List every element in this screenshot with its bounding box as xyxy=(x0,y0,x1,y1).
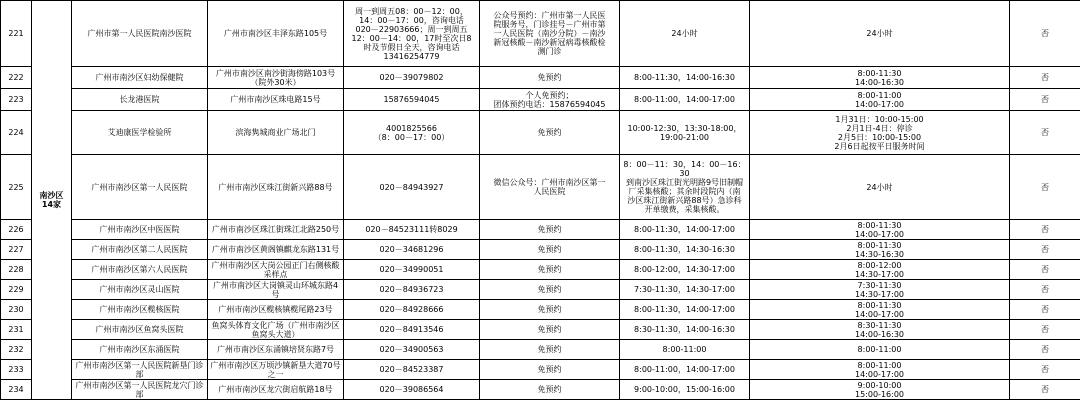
hours-contact-cell xyxy=(344,111,480,155)
hours-contact-line: 020－84523387 xyxy=(379,365,444,374)
flag-cell: 否 xyxy=(1010,67,1080,89)
booking-cell xyxy=(480,1,620,67)
sampling-time-line: 8:00-12:00，14:30-17:00 xyxy=(634,265,735,274)
report-time-line: 14:00-16:30 xyxy=(855,77,904,87)
sampling-time-cell xyxy=(620,260,750,280)
hours-contact-cell xyxy=(344,220,480,240)
address-cell: 广州市南沙区龙穴街启航路18号 xyxy=(208,380,344,400)
booking-cell xyxy=(480,111,620,155)
hours-contact-line: 周一到周五08：00－12：00， xyxy=(355,6,468,16)
flag-cell: 否 xyxy=(1010,320,1080,340)
address-cell: 广州市南沙区万顷沙镇新垦大道70号之一 xyxy=(208,360,344,380)
booking-line: 微信公众号：广州市南沙区第一 xyxy=(493,178,606,187)
report-time-line: 9:00-10:00 xyxy=(857,380,902,390)
report-time-line: 8:00-11:30 xyxy=(857,220,902,230)
booking-line: 院服务号，门诊挂号－广州市第 xyxy=(493,20,606,29)
report-time-cell xyxy=(750,1,1010,67)
booking-line: 个人免预约； xyxy=(525,90,574,100)
row-number-cell: 225 xyxy=(1,155,32,220)
hours-contact-cell xyxy=(344,280,480,300)
booking-line: 一人民医院（南沙分院）－南沙 xyxy=(493,29,606,38)
report-time-line: 8:00-11:00 xyxy=(857,90,902,100)
district-count: 14家 xyxy=(41,200,62,209)
row-number-cell: 228 xyxy=(1,260,32,280)
flag-cell: 否 xyxy=(1010,111,1080,155)
hours-contact-line: 020－34990051 xyxy=(379,265,444,274)
row-number-cell: 229 xyxy=(1,280,32,300)
report-time-line: 24小时 xyxy=(866,29,893,38)
row-number-cell: 221 xyxy=(1,1,32,67)
hospital-name-cell: 广州市南沙区东涌医院 xyxy=(72,340,208,360)
hours-contact-line: 020－34900563 xyxy=(379,345,444,354)
table-row xyxy=(1,1,1080,67)
booking-cell xyxy=(480,67,620,89)
hours-contact-line: 15876594045 xyxy=(383,95,440,104)
address-cell: 滨海隽城商业广场北门 xyxy=(208,111,344,155)
sampling-time-line: 到南沙区珠江街光明路9号旧制帽 xyxy=(625,178,744,187)
table-row xyxy=(1,89,1080,111)
sampling-time-cell xyxy=(620,380,750,400)
hours-contact-line: 时及节假日全天，咨询电话 xyxy=(363,42,460,52)
hours-contact-cell xyxy=(344,380,480,400)
hours-contact-line: （8：00－17：00） xyxy=(373,132,450,142)
booking-cell xyxy=(480,380,620,400)
hours-contact-line: 12：00－14：00，17时至次日8 xyxy=(351,33,472,43)
sampling-time-line: 8：00－11：30，14：00－16：30 xyxy=(623,160,746,178)
sampling-time-line: 8:00-11:30，14:00-17:00 xyxy=(634,305,735,314)
table-row xyxy=(1,300,1080,320)
hours-contact-cell xyxy=(344,155,480,220)
booking-line: 免预约 xyxy=(537,285,562,294)
row-number-cell: 232 xyxy=(1,340,32,360)
hospital-name-cell: 长龙港医院 xyxy=(72,89,208,111)
report-time-line: 8:00-11:30 xyxy=(857,240,902,250)
address-cell: 广州市南沙区珠江街新兴路88号 xyxy=(208,155,344,220)
booking-cell xyxy=(480,360,620,380)
sampling-time-cell xyxy=(620,1,750,67)
booking-cell xyxy=(480,260,620,280)
report-time-line: 7:30-11:30 xyxy=(857,280,902,290)
report-time-line: 14:30-17:00 xyxy=(855,269,904,279)
address-cell: 鱼窝头体育文化广场（广州市南沙区鱼窝头大道） xyxy=(208,320,344,340)
table-row xyxy=(1,220,1080,240)
hours-contact-cell xyxy=(344,320,480,340)
hours-contact-line: 020－84913546 xyxy=(379,325,444,334)
hospital-name-cell: 广州市南沙区第一人民医院新垦门诊部 xyxy=(72,360,208,380)
address-cell: 广州市南沙区黄阁镇麒龙东路131号 xyxy=(208,240,344,260)
report-time-line: 2月6日起按平日服务时间 xyxy=(834,141,925,151)
sampling-time-line: 8:00-11:00 xyxy=(662,345,707,354)
hours-contact-cell xyxy=(344,67,480,89)
hospital-name-cell: 广州市南沙区灵山医院 xyxy=(72,280,208,300)
booking-cell xyxy=(480,220,620,240)
sampling-time-line: 10:00-12:30，13:30-18:00， xyxy=(627,123,742,133)
flag-cell: 否 xyxy=(1010,340,1080,360)
flag-cell: 否 xyxy=(1010,380,1080,400)
report-time-cell xyxy=(750,220,1010,240)
report-time-line: 14:30-16:30 xyxy=(855,249,904,259)
flag-cell: 否 xyxy=(1010,1,1080,67)
report-time-line: 8:00-12:00 xyxy=(857,260,902,270)
report-time-line: 24小时 xyxy=(866,182,893,192)
row-number-cell: 223 xyxy=(1,89,32,111)
hours-contact-line: 020－84943927 xyxy=(379,182,444,192)
report-time-cell xyxy=(750,155,1010,220)
row-number-cell: 226 xyxy=(1,220,32,240)
booking-line: 免预约 xyxy=(537,365,562,374)
sampling-time-line: 7:30-11:30，14:30-17:00 xyxy=(634,285,735,294)
sampling-time-line: 8:00-11:30，14:00-17:00 xyxy=(634,225,735,234)
report-time-line: 1月31日：10:00-15:00 xyxy=(835,114,924,124)
row-number-cell: 233 xyxy=(1,360,32,380)
report-time-line: 14:00-17:00 xyxy=(855,369,904,379)
table-row xyxy=(1,340,1080,360)
row-number-cell: 234 xyxy=(1,380,32,400)
hospital-name-cell: 广州市南沙区榄核医院 xyxy=(72,300,208,320)
table-row xyxy=(1,280,1080,300)
hospital-name-cell: 广州市南沙区中医医院 xyxy=(72,220,208,240)
report-time-line: 15:00-16:00 xyxy=(855,389,904,399)
sampling-time-line: 24小时 xyxy=(671,29,698,38)
hours-contact-line: 4001825566 xyxy=(386,123,437,133)
sampling-time-line: 厂采集核酸；其余时段院内（南 xyxy=(628,187,741,196)
row-number-cell: 224 xyxy=(1,111,32,155)
sampling-time-line: 8:00-11:30，14:00-16:30 xyxy=(634,73,735,82)
sampling-time-line: 沙区珠江街新兴路88号）急诊科 xyxy=(627,196,742,205)
hours-contact-line: 020－34681296 xyxy=(379,245,444,254)
table-row xyxy=(1,155,1080,220)
report-time-line: 14:30-17:00 xyxy=(855,289,904,299)
flag-cell: 否 xyxy=(1010,260,1080,280)
sampling-time-cell xyxy=(620,320,750,340)
hours-contact-line: 020－22903666；周一到周五 xyxy=(355,24,468,34)
report-time-line: 2月5日：10:00-15:00 xyxy=(837,132,922,142)
sampling-time-cell xyxy=(620,300,750,320)
booking-line: 免预约 xyxy=(537,245,562,254)
booking-cell xyxy=(480,155,620,220)
sampling-time-cell xyxy=(620,220,750,240)
table-row xyxy=(1,320,1080,340)
report-time-cell xyxy=(750,67,1010,89)
report-time-line: 2月1日-4日：停诊 xyxy=(846,123,913,133)
booking-line: 公众号预约：广州市第一人民医 xyxy=(493,11,606,20)
hours-contact-cell xyxy=(344,240,480,260)
booking-line: 免预约 xyxy=(537,305,562,314)
sampling-time-cell xyxy=(620,111,750,155)
booking-line: 免预约 xyxy=(537,325,562,334)
table-body xyxy=(1,1,1080,400)
booking-line: 免预约 xyxy=(537,385,562,394)
hours-contact-line: 14：00－17：00，咨询电话 xyxy=(359,15,464,25)
report-time-cell xyxy=(750,380,1010,400)
report-time-line: 14:00-16:30 xyxy=(855,329,904,339)
hours-contact-cell xyxy=(344,340,480,360)
table-row xyxy=(1,240,1080,260)
report-time-line: 8:00-11:00 xyxy=(857,345,902,354)
address-cell: 广州市南沙区大岗公园正门右侧核酸采样点 xyxy=(208,260,344,280)
table-row xyxy=(1,360,1080,380)
address-cell: 广州市南沙区南沙街海傍路103号（院外30米） xyxy=(208,67,344,89)
hours-contact-cell xyxy=(344,89,480,111)
hours-contact-cell xyxy=(344,1,480,67)
sampling-time-cell xyxy=(620,340,750,360)
report-time-cell xyxy=(750,320,1010,340)
row-number-cell: 222 xyxy=(1,67,32,89)
row-number-cell: 231 xyxy=(1,320,32,340)
district-cell xyxy=(32,1,72,400)
sampling-time-cell xyxy=(620,360,750,380)
sampling-time-cell xyxy=(620,280,750,300)
table-row xyxy=(1,111,1080,155)
address-cell: 广州市南沙区丰泽东路105号 xyxy=(208,1,344,67)
report-time-cell xyxy=(750,340,1010,360)
report-time-line: 8:00-11:30 xyxy=(857,300,902,310)
report-time-cell xyxy=(750,260,1010,280)
sampling-time-line: 8:00-11:00，14:00-17:00 xyxy=(634,95,735,104)
table-row xyxy=(1,67,1080,89)
table-row xyxy=(1,380,1080,400)
flag-cell: 否 xyxy=(1010,240,1080,260)
booking-line: 人民医院 xyxy=(533,187,566,196)
sampling-time-line: 8:30-11:30，14:00-16:30 xyxy=(634,325,735,334)
address-cell: 广州市南沙区珠江街珠江北路250号 xyxy=(208,220,344,240)
booking-cell xyxy=(480,320,620,340)
booking-cell xyxy=(480,340,620,360)
booking-cell xyxy=(480,300,620,320)
hospital-name-cell: 广州市南沙区第一人民医院龙穴门诊部 xyxy=(72,380,208,400)
hospital-name-cell: 广州市南沙区第二人民医院 xyxy=(72,240,208,260)
hours-contact-line: 020－84936723 xyxy=(379,285,444,294)
report-time-line: 8:00-11:30 xyxy=(857,68,902,78)
address-cell: 广州市南沙区榄核镇榄尾路23号 xyxy=(208,300,344,320)
report-time-cell xyxy=(750,111,1010,155)
hours-contact-line: 020－84928666 xyxy=(379,305,444,314)
flag-cell: 否 xyxy=(1010,280,1080,300)
table-row xyxy=(1,260,1080,280)
booking-line: 新冠核酸－南沙新冠病毒核酸检 xyxy=(493,38,606,47)
row-number-cell: 227 xyxy=(1,240,32,260)
sampling-time-line: 9:00-10:00，15:00-16:00 xyxy=(634,385,735,394)
report-time-cell xyxy=(750,89,1010,111)
booking-line: 免预约 xyxy=(537,345,562,354)
booking-line: 免预约 xyxy=(537,73,562,82)
hours-contact-line: 13416254779 xyxy=(383,51,440,61)
report-time-line: 8:00-11:00 xyxy=(857,360,902,370)
booking-line: 免预约 xyxy=(537,265,562,274)
report-time-line: 14:00-17:00 xyxy=(855,309,904,319)
hospital-name-cell: 广州市第一人民医院南沙医院 xyxy=(72,1,208,67)
flag-cell: 否 xyxy=(1010,155,1080,220)
report-time-cell xyxy=(750,300,1010,320)
sampling-time-cell xyxy=(620,240,750,260)
hours-contact-cell xyxy=(344,260,480,280)
booking-line: 测门诊 xyxy=(537,47,562,56)
sampling-time-cell xyxy=(620,89,750,111)
flag-cell: 否 xyxy=(1010,220,1080,240)
sampling-time-cell xyxy=(620,67,750,89)
report-time-line: 14:00-17:00 xyxy=(855,99,904,109)
hours-contact-line: 020－39079802 xyxy=(379,73,444,82)
flag-cell: 否 xyxy=(1010,89,1080,111)
sampling-time-line: 19:00-21:00 xyxy=(660,132,709,142)
booking-cell xyxy=(480,240,620,260)
sampling-time-line: 8:00-11:00，14:00-17:00 xyxy=(634,365,735,374)
report-time-line: 8:30-11:30 xyxy=(857,320,902,330)
hours-contact-cell xyxy=(344,300,480,320)
hospital-name-cell: 广州市南沙区第一人民医院 xyxy=(72,155,208,220)
flag-cell: 否 xyxy=(1010,300,1080,320)
report-time-cell xyxy=(750,280,1010,300)
hospital-name-cell: 广州市南沙区妇幼保健院 xyxy=(72,67,208,89)
booking-line: 免预约 xyxy=(537,128,562,137)
address-cell: 广州市南沙区珠电路15号 xyxy=(208,89,344,111)
row-number-cell: 230 xyxy=(1,300,32,320)
booking-cell xyxy=(480,280,620,300)
hospital-name-cell: 广州市南沙区第六人民医院 xyxy=(72,260,208,280)
report-time-cell xyxy=(750,240,1010,260)
hospital-name-cell: 艾迪康医学检验所 xyxy=(72,111,208,155)
report-time-cell xyxy=(750,360,1010,380)
booking-line: 团体预约电话：15876594045 xyxy=(493,99,606,109)
sampling-time-line: 8:00-11:30，14:30-16:30 xyxy=(634,245,735,254)
booking-cell xyxy=(480,89,620,111)
booking-line: 免预约 xyxy=(537,225,562,234)
hours-contact-line: 020－84523111转8029 xyxy=(365,225,458,234)
district-name: 南沙区 xyxy=(39,191,64,200)
report-time-line: 14:00-17:00 xyxy=(855,229,904,239)
flag-cell: 否 xyxy=(1010,360,1080,380)
sampling-time-cell xyxy=(620,155,750,220)
address-cell: 广州市南沙区大岗镇灵山环城东路4号 xyxy=(208,280,344,300)
address-cell: 广州市南沙区东涌镇培贤东路7号 xyxy=(208,340,344,360)
hours-contact-cell xyxy=(344,360,480,380)
hospital-name-cell: 广州市南沙区鱼窝头医院 xyxy=(72,320,208,340)
sampling-time-line: 开单缴费，采集核酸。 xyxy=(644,205,725,214)
hours-contact-line: 020－39086564 xyxy=(379,385,444,394)
